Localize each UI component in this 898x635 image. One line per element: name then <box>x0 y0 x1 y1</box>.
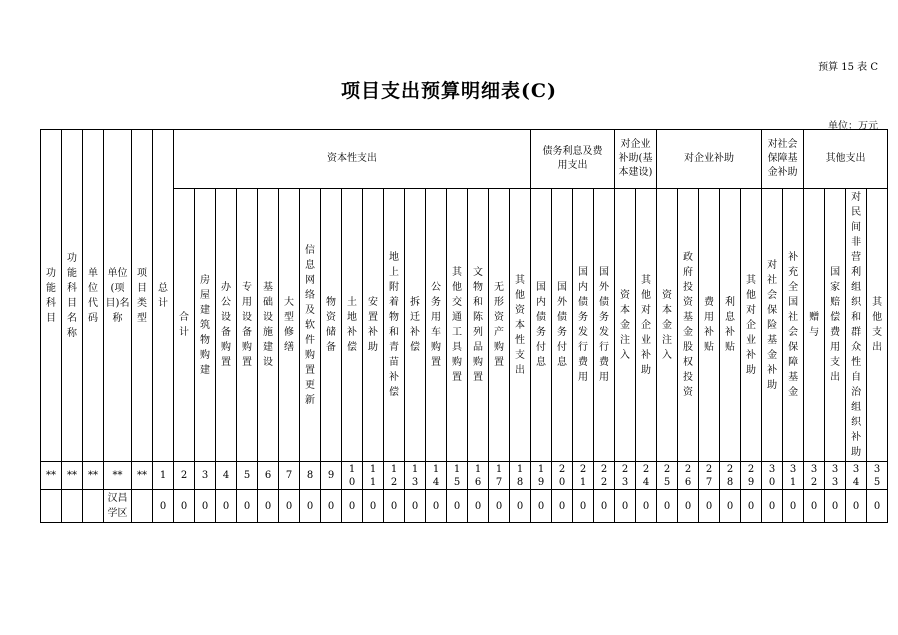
group-enterprise: 对企业补助 <box>657 130 762 189</box>
value-cell-26: 0 <box>678 490 699 523</box>
value-cell-14: 0 <box>426 490 447 523</box>
subheader-6: 大型修缮 <box>279 189 300 462</box>
subheader-24: 资本金注入 <box>657 189 678 462</box>
code-num-22: 22 <box>594 462 615 490</box>
code-num-17: 17 <box>489 462 510 490</box>
unit-label: 单位：万元 <box>828 121 878 132</box>
value-cell-21: 0 <box>573 490 594 523</box>
value-cell-20: 0 <box>552 490 573 523</box>
value-cell-8: 0 <box>300 490 321 523</box>
header-row-groups <box>41 130 888 189</box>
code-num-34: 34 <box>846 462 867 490</box>
code-num-3: 3 <box>195 462 216 490</box>
value-cell-25: 0 <box>657 490 678 523</box>
group-capital: 资本性支出 <box>174 130 531 189</box>
value-cell-23: 0 <box>615 490 636 523</box>
code-num-7: 7 <box>279 462 300 490</box>
subheader-34: 其他支出 <box>867 189 888 462</box>
group-social: 对社会保障基金补助 <box>762 130 804 189</box>
code-num-28: 28 <box>720 462 741 490</box>
subheader-22: 资本金注入 <box>615 189 636 462</box>
subheader-7: 信息网络及软件购置更新 <box>300 189 321 462</box>
value-cell-22: 0 <box>594 490 615 523</box>
value-cell-30: 0 <box>762 490 783 523</box>
value-cell-9: 0 <box>321 490 342 523</box>
code-num-9: 9 <box>321 462 342 490</box>
value-cell-29: 0 <box>741 490 762 523</box>
value-cell-2: 0 <box>174 490 195 523</box>
code-num-31: 31 <box>783 462 804 490</box>
group-enterprise-basic: 对企业补助(基本建设) <box>615 130 657 189</box>
code-num-23: 23 <box>615 462 636 490</box>
subheader-19: 国外债务付息 <box>552 189 573 462</box>
code-num-8: 8 <box>300 462 321 490</box>
header-unit-name: 单位(项目)名称 <box>104 130 132 462</box>
value-cell-3: 0 <box>195 490 216 523</box>
data-c3 <box>83 490 104 523</box>
value-cell-35: 0 <box>867 490 888 523</box>
code-num-13: 13 <box>405 462 426 490</box>
code-num-21: 21 <box>573 462 594 490</box>
subheader-29: 对社会保险基金补助 <box>762 189 783 462</box>
value-cell-34: 0 <box>846 490 867 523</box>
code-c1: ** <box>41 462 62 490</box>
data-c1 <box>41 490 62 523</box>
code-num-32: 32 <box>804 462 825 490</box>
code-num-11: 11 <box>363 462 384 490</box>
subheader-15: 文物和陈列品购置 <box>468 189 489 462</box>
data-row <box>41 490 888 523</box>
code-num-5: 5 <box>237 462 258 490</box>
code-c5: ** <box>132 462 153 490</box>
subheader-8: 物资储备 <box>321 189 342 462</box>
code-num-6: 6 <box>258 462 279 490</box>
subheader-9: 土地补偿 <box>342 189 363 462</box>
code-c3: ** <box>83 462 104 490</box>
code-num-33: 33 <box>825 462 846 490</box>
value-cell-11: 0 <box>363 490 384 523</box>
data-c2 <box>62 490 83 523</box>
value-cell-28: 0 <box>720 490 741 523</box>
subheader-23: 其他对企业补助 <box>636 189 657 462</box>
code-num-25: 25 <box>657 462 678 490</box>
value-cell-12: 0 <box>384 490 405 523</box>
value-cell-6: 0 <box>258 490 279 523</box>
page-title: 项目支出预算明细表(C) <box>340 80 558 102</box>
value-cell-5: 0 <box>237 490 258 523</box>
code-row <box>41 462 888 490</box>
subheader-4: 专用设备购置 <box>237 189 258 462</box>
subheader-10: 安置补助 <box>363 189 384 462</box>
code-c4: ** <box>104 462 132 490</box>
code-num-14: 14 <box>426 462 447 490</box>
value-cell-32: 0 <box>804 490 825 523</box>
subheader-11: 地上附着物和青苗补偿 <box>384 189 405 462</box>
subheader-20: 国内债务发行费用 <box>573 189 594 462</box>
value-cell-33: 0 <box>825 490 846 523</box>
code-num-26: 26 <box>678 462 699 490</box>
subheader-2: 房屋建筑物购建 <box>195 189 216 462</box>
value-cell-16: 0 <box>468 490 489 523</box>
value-cell-10: 0 <box>342 490 363 523</box>
code-num-2: 2 <box>174 462 195 490</box>
subheader-14: 其他交通工具购置 <box>447 189 468 462</box>
subheader-28: 其他对企业补助 <box>741 189 762 462</box>
subheader-26: 费用补贴 <box>699 189 720 462</box>
data-unit-name: 汉昌学区 <box>104 490 132 523</box>
subheader-31: 赠与 <box>804 189 825 462</box>
value-cell-24: 0 <box>636 490 657 523</box>
header-project-type: 项目类型 <box>132 130 153 462</box>
header-func-subject-name: 功能科目名称 <box>62 130 83 462</box>
code-num-19: 19 <box>531 462 552 490</box>
code-num-12: 12 <box>384 462 405 490</box>
subheader-27: 利息补贴 <box>720 189 741 462</box>
code-num-15: 15 <box>447 462 468 490</box>
subheader-25: 政府投资基金股权投资 <box>678 189 699 462</box>
value-cell-7: 0 <box>279 490 300 523</box>
value-cell-4: 0 <box>216 490 237 523</box>
subheader-1: 合计 <box>174 189 195 462</box>
code-num-27: 27 <box>699 462 720 490</box>
subheader-13: 公务用车购置 <box>426 189 447 462</box>
subheader-12: 拆迁补偿 <box>405 189 426 462</box>
value-cell-1: 0 <box>153 490 174 523</box>
subheader-3: 办公设备购置 <box>216 189 237 462</box>
value-cell-17: 0 <box>489 490 510 523</box>
code-num-35: 35 <box>867 462 888 490</box>
value-cell-19: 0 <box>531 490 552 523</box>
subheader-18: 国内债务付息 <box>531 189 552 462</box>
code-num-1: 1 <box>153 462 174 490</box>
subheader-32: 国家赔偿费用支出 <box>825 189 846 462</box>
value-cell-18: 0 <box>510 490 531 523</box>
subheader-30: 补充全国社会保障基金 <box>783 189 804 462</box>
subheader-33: 对民间非营利组织和群众性自治组织补助 <box>846 189 867 462</box>
value-cell-27: 0 <box>699 490 720 523</box>
data-c5 <box>132 490 153 523</box>
code-num-24: 24 <box>636 462 657 490</box>
header-unit-code: 单位代码 <box>83 130 104 462</box>
header-total: 总计 <box>153 130 174 462</box>
group-other: 其他支出 <box>804 130 888 189</box>
value-cell-15: 0 <box>447 490 468 523</box>
code-num-10: 10 <box>342 462 363 490</box>
value-cell-13: 0 <box>405 490 426 523</box>
group-debt: 债务利息及费用支出 <box>531 130 615 189</box>
code-num-18: 18 <box>510 462 531 490</box>
form-code: 预算 15 表 C <box>818 62 878 73</box>
code-num-4: 4 <box>216 462 237 490</box>
code-num-16: 16 <box>468 462 489 490</box>
header-func-subject: 功能科目 <box>41 130 62 462</box>
subheader-5: 基础设施建设 <box>258 189 279 462</box>
code-num-20: 20 <box>552 462 573 490</box>
budget-table <box>40 129 888 523</box>
value-cell-31: 0 <box>783 490 804 523</box>
code-c2: ** <box>62 462 83 490</box>
subheader-21: 国外债务发行费用 <box>594 189 615 462</box>
code-num-30: 30 <box>762 462 783 490</box>
code-num-29: 29 <box>741 462 762 490</box>
subheader-16: 无形资产购置 <box>489 189 510 462</box>
subheader-17: 其他资本性支出 <box>510 189 531 462</box>
